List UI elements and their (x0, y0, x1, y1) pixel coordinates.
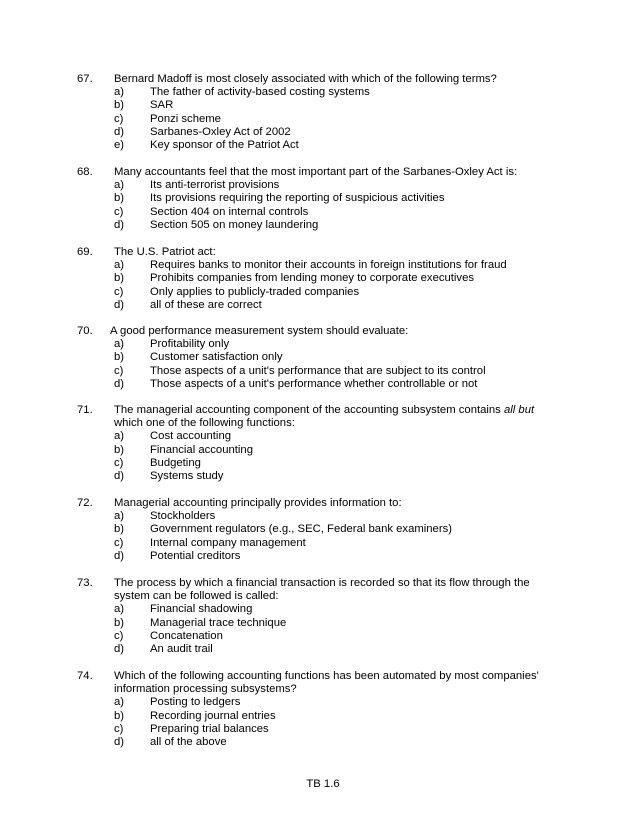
option-letter: c) (114, 456, 124, 469)
option-letter: d) (114, 298, 125, 311)
option-letter: a) (114, 603, 125, 616)
option-text: Profitability only (150, 338, 230, 351)
page-number: TB 1.6 (306, 778, 340, 790)
option-letter: d) (114, 736, 125, 748)
question-stem: The process by which a financial transaction is recorded so that its flow through the system can be followed is called: (114, 577, 530, 603)
option-letter: c) (114, 536, 124, 549)
question-number: 73. (77, 577, 93, 589)
option-letter: c) (114, 205, 124, 218)
option-text: Potential creditors (150, 549, 241, 562)
option-text: Section 505 on money laundering (150, 218, 319, 231)
option-letter: d) (114, 125, 125, 138)
question-stem: Bernard Madoff is most closely associated with which of the following terms? (114, 73, 497, 85)
option-letter: b) (114, 351, 125, 364)
option-letter: c) (114, 629, 124, 642)
option-text: Prohibits companies from lending money to corporate executives (150, 272, 475, 285)
option-text: Internal company management (150, 536, 306, 549)
option-letter: a) (114, 86, 125, 99)
option-text: Its anti-terrorist provisions (150, 179, 280, 192)
option-letter: c) (114, 112, 124, 125)
page-footer (0, 778, 638, 791)
option-text: Financial shadowing (150, 603, 253, 616)
option-letter: e) (114, 139, 125, 151)
stem-text: The managerial accounting component of the accounting subsystem contains (114, 404, 501, 416)
question-stem: Managerial accounting principally provides information to: (114, 497, 402, 509)
question-stem: Which of the following accounting functions has been automated by most companies' information processing subsystems? (114, 670, 539, 696)
option-text: Sarbanes-Oxley Act of 2002 (150, 125, 291, 138)
option-text: Ponzi scheme (150, 112, 221, 125)
question-stem: Many accountants feel that the most important part of the Sarbanes-Oxley Act is: (114, 166, 518, 178)
option-text: Requires banks to monitor their accounts in foreign institutions for fraud (150, 259, 507, 272)
option-letter: a) (114, 430, 125, 443)
option-text: Preparing trial balances (150, 722, 269, 735)
option-text: Systems study (150, 470, 224, 482)
option-letter: a) (114, 510, 125, 523)
option-text: Budgeting (150, 456, 201, 469)
option-text: all of these are correct (150, 298, 262, 311)
question-number: 74. (77, 670, 93, 682)
option-letter: b) (114, 272, 125, 285)
option-letter: d) (114, 643, 125, 655)
option-text: Government regulators (e.g., SEC, Federal bank examiners) (150, 523, 453, 536)
option-letter: a) (114, 696, 125, 709)
option-letter: b) (114, 616, 125, 629)
option-text: Those aspects of a unit's performance that are subject to its control (150, 364, 486, 377)
option-text: Section 404 on internal controls (150, 205, 309, 218)
question-number: 70. (77, 325, 93, 337)
stem-emphasis: all but (503, 404, 535, 416)
question-stem: A good performance measurement system should evaluate: (110, 325, 409, 337)
question-number: 67. (77, 73, 93, 85)
question-stem (114, 404, 554, 430)
option-text: Stockholders (150, 510, 216, 523)
option-letter: b) (114, 99, 125, 112)
stem-continuation: which one of the following functions: (114, 417, 295, 430)
option-text: Managerial trace technique (150, 616, 287, 629)
option-text: SAR (150, 99, 174, 112)
option-text: Recording journal entries (150, 709, 276, 722)
question-number: 68. (77, 166, 93, 178)
option-text: Its provisions requiring the reporting of suspicious activities (150, 192, 445, 205)
option-text: Posting to ledgers (150, 696, 241, 709)
option-text: Customer satisfaction only (150, 351, 283, 364)
option-letter: d) (114, 470, 125, 482)
option-text: Concatenation (150, 629, 223, 642)
option-text: Key sponsor of the Patriot Act (150, 139, 299, 151)
question-number: 71. (77, 404, 93, 416)
question-number: 69. (77, 246, 93, 258)
option-letter: b) (114, 192, 125, 205)
question-stem: The U.S. Patriot act: (114, 246, 216, 258)
option-letter: d) (114, 218, 125, 231)
option-text: all of the above (150, 736, 227, 748)
option-letter: a) (114, 179, 125, 192)
question-number: 72. (77, 497, 93, 509)
option-letter: c) (114, 722, 124, 735)
option-letter: a) (114, 259, 125, 272)
option-text: Financial accounting (150, 443, 253, 456)
option-text: Those aspects of a unit's performance whether controllable or not (150, 377, 478, 390)
option-text: The father of activity-based costing systems (150, 86, 370, 99)
option-letter: b) (114, 443, 125, 456)
option-text: An audit trail (150, 643, 213, 655)
option-letter: d) (114, 549, 125, 562)
option-letter: c) (114, 364, 124, 377)
option-text: Cost accounting (150, 430, 232, 443)
option-text: Only applies to publicly-traded companies (150, 285, 360, 298)
option-letter: c) (114, 285, 124, 298)
option-letter: a) (114, 338, 125, 351)
option-letter: b) (114, 709, 125, 722)
option-letter: b) (114, 523, 125, 536)
option-letter: d) (114, 377, 125, 390)
